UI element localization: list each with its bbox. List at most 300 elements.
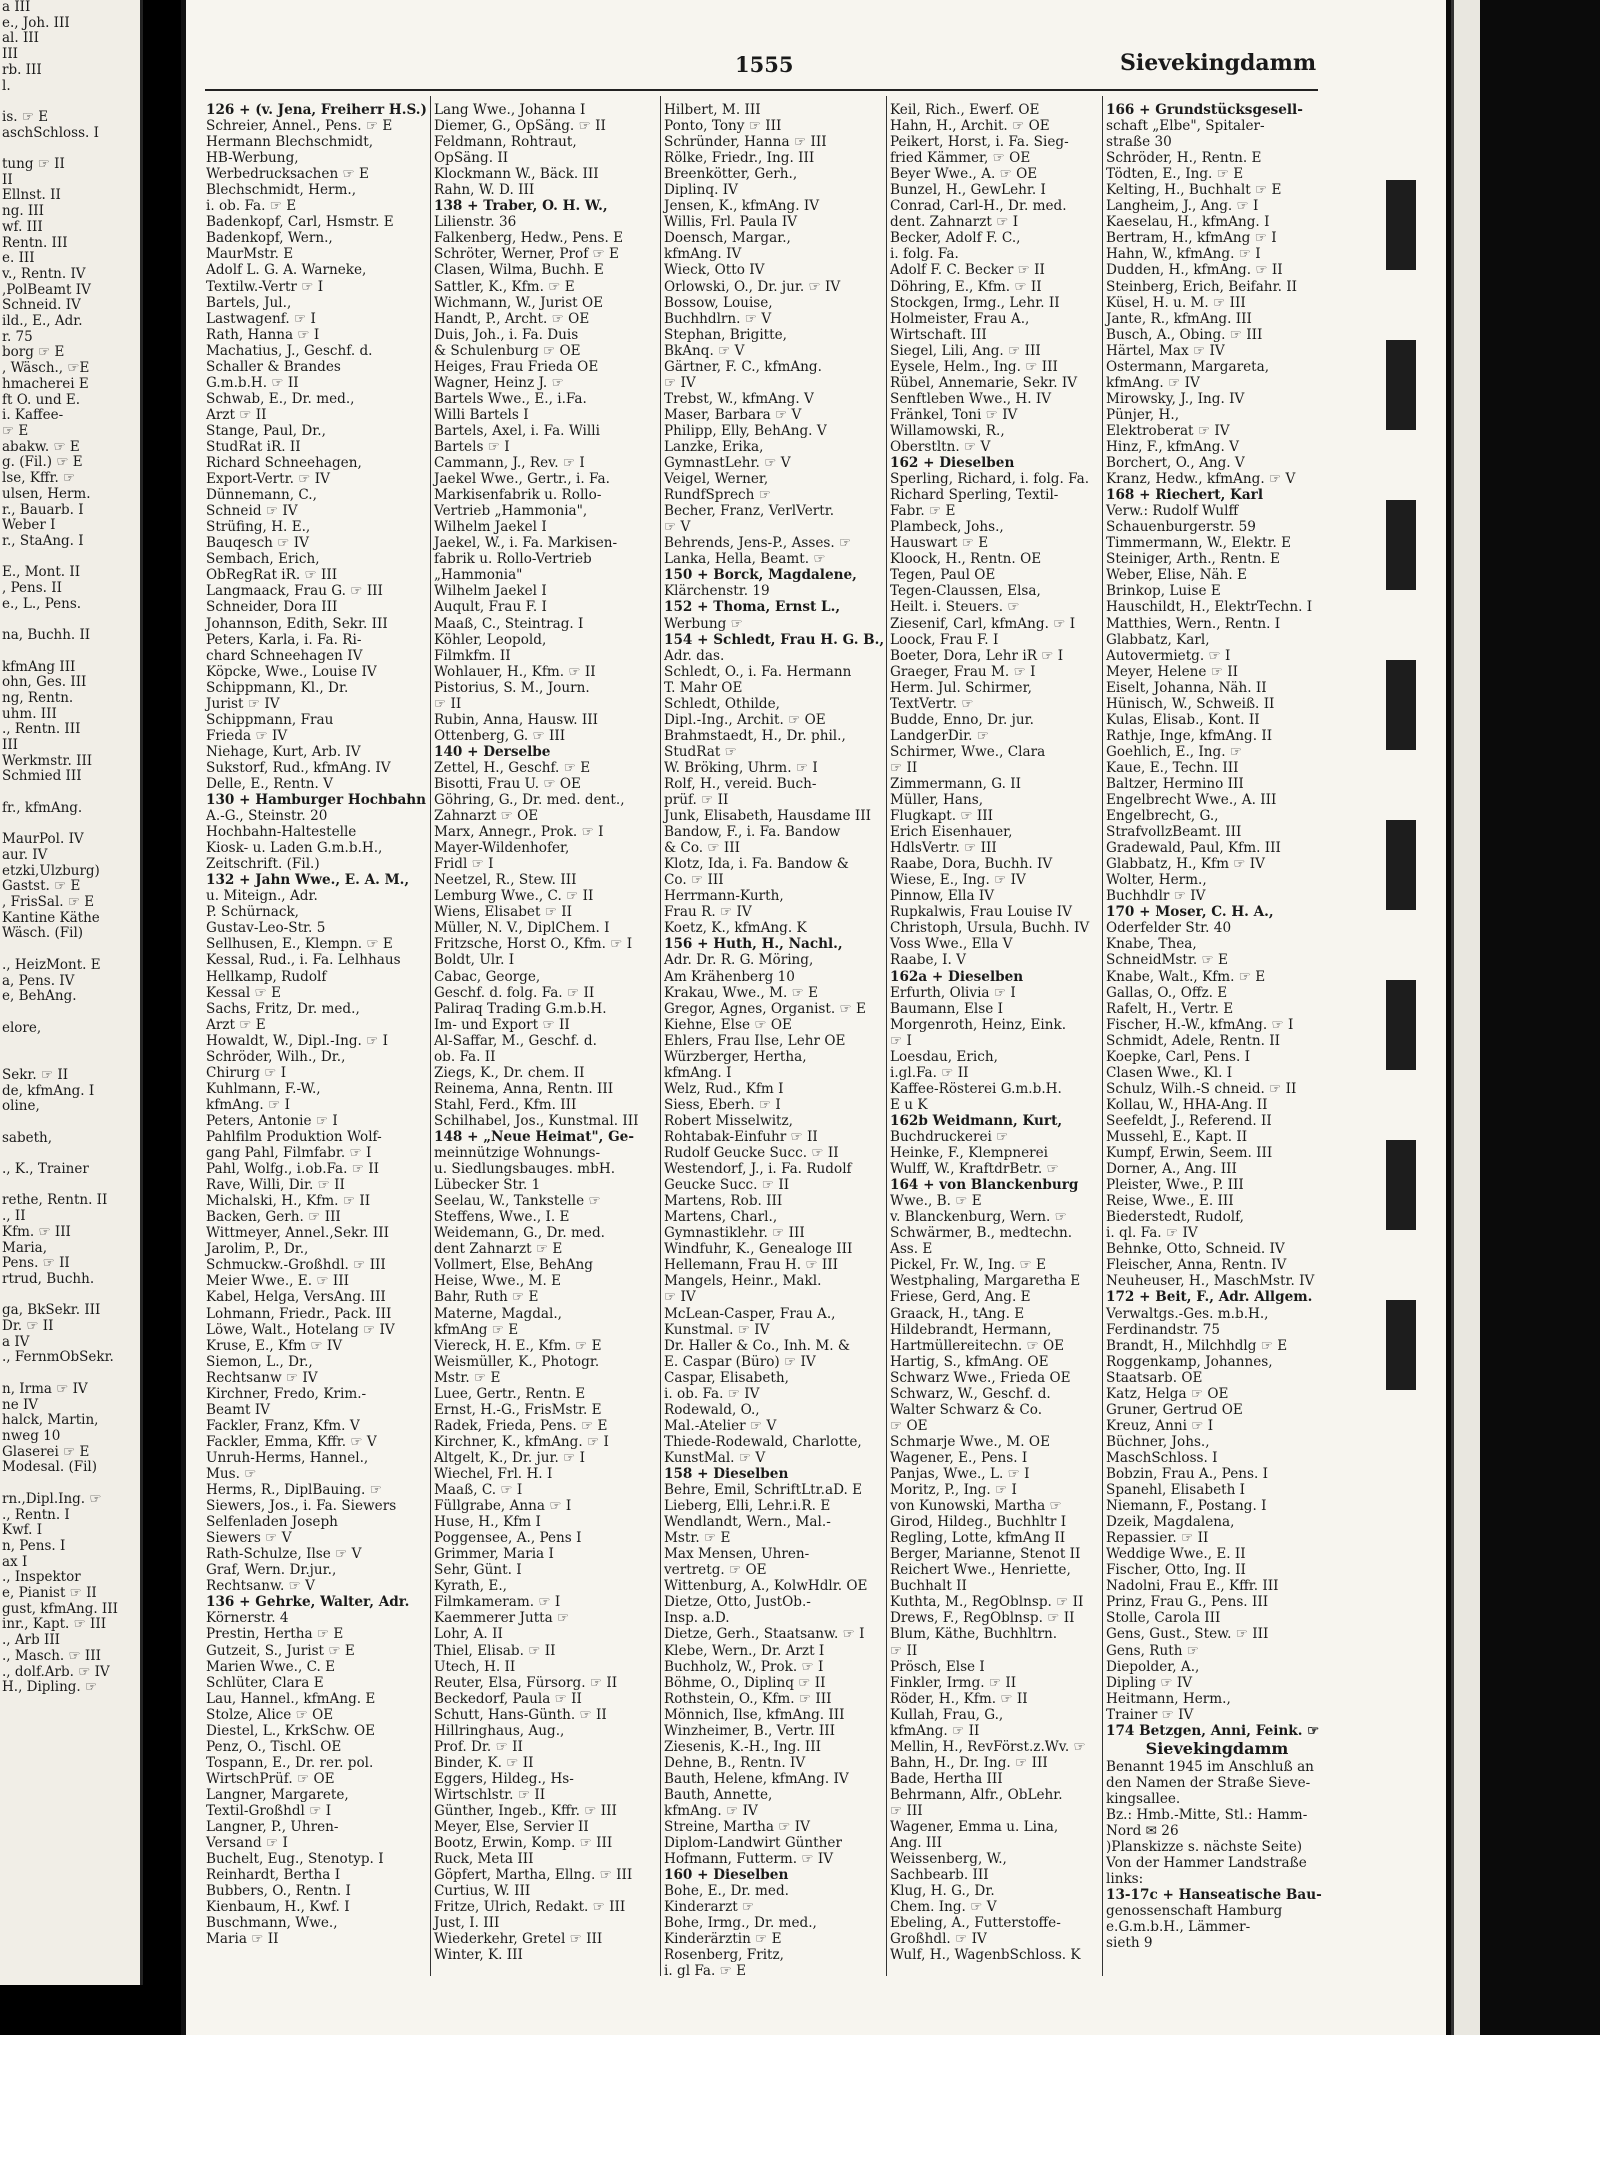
resident-entry: Max Mensen, Uhren- [664, 1546, 810, 1563]
resident-entry: Wiederkehr, Gretel ☞ III [434, 1931, 603, 1948]
resident-entry: Mal.-Atelier ☞ V [664, 1417, 777, 1434]
street-section-title: Sievekingdamm [1145, 1738, 1289, 1758]
resident-entry: Ang. III [890, 1835, 943, 1852]
resident-entry: kfmAng. ☞ IV [1106, 374, 1200, 391]
resident-entry: Engelbrecht, G., [1106, 808, 1219, 825]
resident-entry: Cabac, George, [434, 968, 541, 985]
resident-entry: Ponto, Tony ☞ III [664, 118, 782, 135]
resident-entry: Rosenberg, Fritz, [664, 1947, 785, 1964]
resident-entry: Dietze, Otto, JustOb.- [664, 1594, 811, 1611]
resident-entry: Hofmann, Futterm. ☞ IV [664, 1851, 834, 1868]
resident-entry: Thiede-Rodewald, Charlotte, [664, 1433, 862, 1450]
resident-entry: Sachs, Fritz, Dr. med., [206, 1000, 360, 1017]
resident-entry: Bauth, Annette, [664, 1786, 773, 1803]
resident-entry: Koetz, K., kfmAng. K [664, 920, 807, 937]
resident-entry: Schröder, Wilh., Dr., [206, 1048, 346, 1065]
house-number-entry: 156 + Huth, H., Nachl., [664, 936, 843, 953]
resident-entry: Kuthta, M., RegOblnsp. ☞ II [890, 1594, 1084, 1611]
house-number-entry: 162b Weidmann, Kurt, [890, 1112, 1063, 1129]
resident-entry: Brandt, H., Milchhdlg ☞ E [1106, 1337, 1288, 1354]
resident-entry: Weber, Elise, Näh. E [1106, 567, 1247, 584]
resident-entry: Clasen, Wilma, Buchh. E [434, 262, 604, 279]
house-number-entry: 174 Betzgen, Anni, Feink. ☞ [1106, 1722, 1320, 1739]
resident-entry: Fridl ☞ I [434, 856, 494, 873]
resident-entry: Wiechel, Frl. H. I [434, 1465, 553, 1482]
fragment-line: Pens. ☞ II [2, 1255, 70, 1272]
fragment-line: Ellnst. II [2, 187, 61, 204]
resident-entry: Marien Wwe., C. E [206, 1658, 336, 1675]
resident-entry: Schutt, Hans-Günth. ☞ II [434, 1706, 607, 1723]
resident-entry: Arzt ☞ II [206, 406, 267, 423]
resident-entry: i. ob. Fa. ☞ E [206, 198, 297, 215]
resident-entry: Gutzeit, S., Jurist ☞ E [206, 1642, 355, 1659]
fragment-line: aschSchloss. I [2, 124, 99, 141]
resident-entry: StrafvollzBeamt. III [1106, 824, 1242, 841]
resident-entry: Stolle, Carola III [1106, 1610, 1221, 1627]
resident-entry: Trainer ☞ IV [1106, 1706, 1194, 1723]
fragment-line [0, 1036, 140, 1052]
resident-entry: Fabr. ☞ E [890, 503, 956, 520]
fragment-line: Modesal. (Fil) [2, 1459, 97, 1476]
resident-entry: Rath-Schulze, Ilse ☞ V [206, 1546, 362, 1563]
resident-entry: Machatius, J., Geschf. d. [206, 342, 373, 359]
fragment-line: nweg 10 [2, 1427, 61, 1444]
resident-entry: i. gl Fa. ☞ E [664, 1963, 747, 1980]
resident-entry: Bertram, H., kfmAng ☞ I [1106, 230, 1277, 247]
resident-entry: Lanzke, Erika, [664, 438, 764, 455]
column-4 [890, 102, 1100, 1962]
resident-entry: Graack, H., tAng. E [890, 1305, 1025, 1322]
fragment-line: ., Rentn. I [2, 1506, 70, 1523]
fragment-line: hmacherei E [2, 375, 89, 392]
resident-entry: Kuhlmann, F.-W., [206, 1080, 321, 1097]
resident-entry: Kiosk- u. Laden G.m.b.H., [206, 840, 383, 857]
resident-entry: Jurist ☞ IV [206, 695, 280, 712]
resident-entry: Panjas, Wwe., L. ☞ I [890, 1465, 1030, 1482]
resident-entry: Böhme, O., Diplinq ☞ II [664, 1674, 826, 1691]
resident-entry: Schlüter, Clara E [206, 1674, 324, 1691]
fragment-line: Rentn. III [2, 234, 68, 251]
resident-entry: Walter Schwarz & Co. [890, 1401, 1043, 1418]
fragment-line: lse, Kffr. ☞ [2, 470, 76, 487]
resident-entry: Wirtschaft. III [890, 326, 987, 343]
resident-entry: Schledt, Othilde, [664, 695, 781, 712]
resident-entry: A.-G., Steinstr. 20 [206, 808, 328, 825]
resident-entry: Busch, A., Obing. ☞ III [1106, 326, 1263, 343]
resident-entry: Stahl, Ferd., Kfm. III [434, 1096, 577, 1113]
resident-entry: Filmkameram. ☞ I [434, 1594, 561, 1611]
house-number-entry: 160 + Dieselben [664, 1867, 789, 1884]
fragment-line: Kfm. ☞ III [2, 1223, 71, 1240]
resident-entry: Hartig, S., kfmAng. OE [890, 1353, 1049, 1370]
resident-entry: Schröder, H., Rentn. E [1106, 150, 1262, 167]
resident-entry: fried Kämmer, ☞ OE [890, 150, 1031, 167]
resident-entry: Blum, Käthe, Buchhltrn. [890, 1626, 1058, 1643]
resident-entry: Niemann, F., Postang. I [1106, 1498, 1267, 1515]
resident-entry: Rathje, Inge, kfmAng. II [1106, 727, 1273, 744]
fragment-line [0, 141, 140, 157]
resident-entry: Löwe, Walt., Hotelang ☞ IV [206, 1321, 395, 1338]
resident-entry: Radek, Frieda, Pens. ☞ E [434, 1417, 608, 1434]
resident-entry: Hahn, H., Archit. ☞ OE [890, 118, 1050, 135]
resident-entry: Herm. Jul. Schirmer, [890, 679, 1032, 696]
resident-entry: Reuter, Elsa, Fürsorg. ☞ II [434, 1674, 618, 1691]
resident-entry: Rechtsanw ☞ IV [206, 1369, 318, 1386]
resident-entry: Füllgrabe, Anna ☞ I [434, 1498, 572, 1515]
resident-entry: Fränkel, Toni ☞ IV [890, 406, 1018, 423]
resident-entry: Kollau, W., HHA-Ang. II [1106, 1096, 1268, 1113]
resident-entry: Schmuckw.-Großhdl. ☞ III [206, 1257, 386, 1274]
resident-entry: Rafelt, H., Vertr. E [1106, 1000, 1234, 1017]
column-2 [434, 102, 658, 1962]
resident-entry: Wittmeyer, Annel.,Sekr. III [206, 1225, 390, 1242]
resident-entry: Insp. a.D. [664, 1610, 730, 1627]
resident-entry: Göpfert, Martha, Ellng. ☞ III [434, 1867, 633, 1884]
fragment-line: III [2, 46, 18, 63]
resident-entry: Lemburg Wwe., C. ☞ II [434, 888, 594, 905]
resident-entry: Niehage, Kurt, Arb. IV [206, 743, 361, 760]
resident-entry: Ehlers, Frau Ilse, Lehr OE [664, 1032, 846, 1049]
resident-entry: Reise, Wwe., E. III [1106, 1193, 1234, 1210]
resident-entry: Siemon, L., Dr., [206, 1353, 313, 1370]
bleed-through-marks [1386, 180, 1434, 1630]
resident-entry: Nadolni, Frau E., Kffr. III [1106, 1578, 1279, 1595]
fragment-line: rethe, Rentn. II [2, 1192, 108, 1209]
resident-entry: Bubbers, O., Rentn. I [206, 1883, 351, 1900]
resident-entry: Glabbatz, Karl, [1106, 631, 1210, 648]
fragment-line [0, 1178, 140, 1194]
resident-entry: Markisenfabrik u. Rollo- [434, 487, 602, 504]
resident-entry: Lau, Hannel., kfmAng. E [206, 1690, 376, 1707]
resident-entry: Autovermietg. ☞ I [1106, 647, 1231, 664]
fragment-line: ., HeizMont. E [2, 956, 101, 973]
resident-entry: HB-Werbung, [206, 150, 299, 167]
resident-entry: u. Miteign., Adr. [206, 888, 318, 905]
resident-entry: & Co. ☞ III [664, 840, 741, 857]
fragment-line [0, 1052, 140, 1068]
resident-entry: Engelbrecht Wwe., A. III [1106, 792, 1277, 809]
resident-entry: Rölke, Friedr., Ing. III [664, 150, 815, 167]
resident-entry: Schaller & Brandes [206, 358, 341, 375]
resident-entry: GymnastLehr. ☞ V [664, 455, 791, 472]
resident-entry: Chem. Ing. ☞ V [890, 1899, 997, 1916]
resident-entry: gang Pahl, Filmfabr. ☞ I [206, 1145, 372, 1162]
fragment-line [0, 785, 140, 801]
resident-entry: Neuheuser, H., MaschMstr. IV [1106, 1273, 1315, 1290]
column-divider [886, 96, 887, 1976]
fragment-line: fr., kfmAng. [2, 799, 83, 816]
resident-entry: Bartels ☞ I [434, 438, 510, 455]
resident-entry: meinnützige Wohnungs- [434, 1145, 601, 1162]
fragment-line: Gastst. ☞ E [2, 878, 81, 895]
resident-entry: MaurMstr. E [206, 246, 294, 263]
resident-entry: Schneider, Dora III [206, 599, 338, 616]
resident-entry: Fischer, H.-W., kfmAng. ☞ I [1106, 1016, 1294, 1033]
house-number-entry: 170 + Moser, C. H. A., [1106, 904, 1274, 921]
fragment-line: ☞ E [2, 422, 29, 439]
resident-entry: Oberstltn. ☞ V [890, 438, 991, 455]
resident-entry: Kessal, Rud., i. Fa. Lelhhaus [206, 952, 401, 969]
resident-entry: Schulz, Wilh.-S chneid. ☞ II [1106, 1080, 1297, 1097]
house-number-entry: 154 + Schledt, Frau H. G. B., [664, 631, 885, 648]
fragment-line: v., Rentn. IV [2, 265, 86, 282]
resident-entry: Grimmer, Maria I [434, 1546, 554, 1563]
resident-entry: Binder, K. ☞ II [434, 1754, 534, 1771]
fragment-line: a III [2, 0, 31, 15]
resident-entry: dent. Zahnarzt ☞ I [890, 214, 1019, 231]
fragment-line: ., Inspektor [2, 1569, 81, 1586]
resident-entry: Becher, Franz, VerlVertr. [664, 503, 835, 520]
resident-entry: Hauschildt, H., ElektrTechn. I [1106, 599, 1313, 616]
fragment-line: borg ☞ E [2, 344, 65, 361]
resident-entry: Langheim, J., Ang. ☞ I [1106, 198, 1259, 215]
resident-entry: ☞ V [664, 519, 691, 536]
resident-entry: Adolf F. C. Becker ☞ II [890, 262, 1045, 279]
resident-entry: Sukstorf, Rud., kfmAng. IV [206, 759, 391, 776]
resident-entry: Hinz, F., kfmAng. V [1106, 438, 1239, 455]
resident-entry: Adolf L. G. A. Warneke, [206, 262, 367, 279]
resident-entry: Diemer, G., OpSäng. ☞ II [434, 118, 606, 135]
resident-entry: Schwärmer, B., medtechn. [890, 1225, 1073, 1242]
resident-entry: i. ob. Fa. ☞ IV [664, 1385, 760, 1402]
fragment-line [0, 644, 140, 660]
resident-entry: Martens, Charl., [664, 1209, 778, 1226]
resident-entry: Berger, Marianne, Stenot II [890, 1546, 1081, 1563]
fragment-line [0, 94, 140, 110]
fragment-line: r., StaAng. I [2, 532, 84, 549]
resident-entry: Geucke Succ. ☞ II [664, 1177, 790, 1194]
fragment-line: r. 75 [2, 328, 33, 345]
page-number: 1555 [735, 52, 794, 77]
resident-entry: kingsallee. [1106, 1790, 1181, 1807]
page-edge-strip [1451, 0, 1480, 2035]
resident-entry: Trebst, W., kfmAng. V [664, 390, 814, 407]
fragment-line: ulsen, Herm. [2, 485, 91, 502]
resident-entry: Luee, Gertr., Rentn. E [434, 1385, 586, 1402]
resident-entry: Mönnich, Ilse, kfmAng. III [664, 1706, 845, 1723]
resident-entry: Adr. Dr. R. G. Möring, [664, 952, 814, 969]
fragment-line: kfmAng III [2, 658, 76, 675]
resident-entry: Langner, P., Uhren- [206, 1819, 339, 1836]
resident-entry: StudRat iR. II [206, 438, 301, 455]
resident-entry: WirtschPrüf. ☞ OE [206, 1770, 335, 1787]
resident-entry: Zimmermann, G. II [890, 775, 1022, 792]
resident-entry: Lieberg, Elli, Lehr.i.R. E [664, 1498, 831, 1515]
fragment-line: a IV [2, 1333, 30, 1350]
resident-entry: Bahn, H., Dr. Ing. ☞ III [890, 1754, 1048, 1771]
fragment-line [0, 942, 140, 958]
resident-entry: v. Blanckenburg, Wern. ☞ [890, 1209, 1067, 1226]
resident-entry: Heitmann, Herm., [1106, 1690, 1231, 1707]
house-number-entry: 140 + Derselbe [434, 743, 551, 760]
resident-entry: Biederstedt, Rudolf, [1106, 1209, 1245, 1226]
resident-entry: Benannt 1945 im Anschluß an [1106, 1758, 1314, 1775]
resident-entry: Glabbatz, H., Kfm ☞ IV [1106, 856, 1265, 873]
resident-entry: Schippmann, Frau [206, 711, 334, 728]
resident-entry: E u K [890, 1096, 928, 1113]
resident-entry: Selfenladen Joseph [206, 1514, 338, 1531]
resident-entry: Mellin, H., RevFörst.z.Wv. ☞ [890, 1738, 1086, 1755]
house-number-entry: 162 + Dieselben [890, 455, 1015, 472]
resident-entry: Martens, Rob. III [664, 1193, 783, 1210]
resident-entry: Kaffee-Rösterei G.m.b.H. [890, 1080, 1062, 1097]
resident-entry: vertretg. ☞ OE [664, 1562, 767, 1579]
resident-entry: Ebeling, A., Futterstoffe- [890, 1915, 1061, 1932]
resident-entry: Bandow, F., i. Fa. Bandow [664, 824, 841, 841]
fragment-line: ., FernmObSekr. [2, 1349, 114, 1366]
fragment-line: Glaserei ☞ E [2, 1443, 90, 1460]
fragment-line [0, 1476, 140, 1492]
page-running-title: Sievekingdamm [1120, 50, 1317, 76]
resident-entry: Lanka, Hella, Beamt. ☞ [664, 551, 826, 568]
resident-entry: Moritz, P., Ing. ☞ I [890, 1482, 1017, 1499]
resident-entry: Cammann, J., Rev. ☞ I [434, 455, 585, 472]
resident-entry: Export-Vertr. ☞ IV [206, 471, 330, 488]
fragment-line: sabeth, [2, 1129, 53, 1146]
resident-entry: Geschf. d. folg. Fa. ☞ II [434, 984, 595, 1001]
fragment-line: H., Dipling. ☞ [2, 1679, 98, 1696]
resident-entry: Rolf, H., vereid. Buch- [664, 775, 817, 792]
resident-entry: Thiel, Elisab. ☞ II [434, 1642, 556, 1659]
resident-entry: Bobzin, Frau A., Pens. I [1106, 1465, 1268, 1482]
house-number-entry: 168 + Riechert, Karl [1106, 487, 1264, 504]
fragment-line: ax I [2, 1553, 28, 1570]
fragment-line: uhm. III [2, 705, 57, 722]
resident-entry: Textil-Großhdl ☞ I [206, 1802, 332, 1819]
resident-entry: Blechschmidt, Herm., [206, 182, 357, 199]
fragment-line: ft O. und E. [2, 391, 81, 408]
resident-entry: Ziesenif, Carl, kfmAng. ☞ I [890, 615, 1076, 632]
resident-entry: Dehne, B., Rentn. IV [664, 1754, 806, 1771]
resident-entry: Gymnastiklehr. ☞ III [664, 1225, 805, 1242]
resident-entry: Langner, Margarete, [206, 1786, 349, 1803]
resident-entry: Wolter, Herm., [1106, 872, 1207, 889]
resident-entry: Timmermann, W., Elektr. E [1106, 535, 1292, 552]
resident-entry: Spanehl, Elisabeth I [1106, 1482, 1246, 1499]
resident-entry: Veigel, Werner, [664, 471, 769, 488]
resident-entry: Pinnow, Ella IV [890, 888, 995, 905]
resident-entry: Dietze, Gerh., Staatsanw. ☞ I [664, 1626, 865, 1643]
resident-entry: Prestin, Hertha ☞ E [206, 1626, 344, 1643]
resident-entry: Sehr, Günt. I [434, 1562, 522, 1579]
resident-entry: Bossow, Louise, [664, 294, 773, 311]
resident-entry: Hünisch, W., Schweiß. II [1106, 695, 1275, 712]
resident-entry: Keil, Rich., Ewerf. OE [890, 102, 1040, 118]
resident-entry: Wirtschlstr. ☞ II [434, 1786, 546, 1803]
fragment-line: Kwf. I [2, 1522, 43, 1539]
resident-entry: Kessal ☞ E [206, 984, 281, 1001]
fragment-line: rn.,Dipl.Ing. ☞ [2, 1490, 102, 1507]
resident-entry: Müller, N. V., DiplChem. I [434, 920, 610, 937]
resident-entry: SchneidMstr. ☞ E [1106, 952, 1228, 969]
resident-entry: ☞ II [890, 1642, 918, 1659]
fragment-line: ne IV [2, 1396, 39, 1413]
resident-entry: Staatsarb. OE [1106, 1369, 1203, 1386]
resident-entry: Pünjer, H., [1106, 406, 1180, 423]
resident-entry: Hildebrandt, Hermann, [890, 1321, 1052, 1338]
column-divider [1102, 96, 1103, 1976]
resident-entry: Frau R. ☞ IV [664, 904, 752, 921]
fragment-line: a, Pens. IV [2, 972, 75, 989]
fragment-line: wf. III [2, 218, 43, 235]
resident-entry: ☞ I [890, 1032, 912, 1049]
resident-entry: Mirowsky, J., Ing. IV [1106, 390, 1245, 407]
fragment-line: , FrisSal. ☞ E [2, 894, 95, 911]
resident-entry: Peikert, Horst, i. Fa. Sieg- [890, 134, 1069, 151]
resident-entry: Wulff, W., KraftdrBetr. ☞ [890, 1161, 1059, 1178]
resident-entry: Vertrieb „Hammonia", [434, 503, 588, 520]
resident-entry: Repassier. ☞ II [1106, 1530, 1209, 1547]
fragment-line: Sekr. ☞ II [2, 1066, 69, 1083]
resident-entry: Kreuz, Anni ☞ I [1106, 1417, 1214, 1434]
resident-entry: P. Schürnack, [206, 904, 299, 921]
resident-entry: Im- und Export ☞ II [434, 1016, 570, 1033]
resident-entry: prüf. ☞ II [664, 792, 729, 809]
resident-entry: u. Siedlungsbauges. mbH. [434, 1161, 616, 1178]
column-divider [430, 96, 431, 1976]
fragment-line: Dr. ☞ II [2, 1318, 54, 1335]
resident-entry: Loesdau, Erich, [890, 1048, 998, 1065]
fragment-line: Wäsch. (Fil) [2, 925, 84, 942]
resident-entry: Ziegs, K., Dr. chem. II [434, 1064, 585, 1081]
resident-entry: fabrik u. Rollo-Vertrieb [434, 551, 592, 568]
resident-entry: Herrmann-Kurth, [664, 888, 784, 905]
fragment-line [0, 1288, 140, 1304]
fragment-line: ild., E., Adr. [2, 313, 83, 330]
resident-entry: Zeitschrift. (Fil.) [206, 856, 320, 873]
resident-entry: dent Zahnarzt ☞ E [434, 1241, 563, 1258]
fragment-line [0, 817, 140, 833]
resident-entry: Conrad, Carl-H., Dr. med. [890, 198, 1067, 215]
resident-entry: Kaue, E., Techn. III [1106, 759, 1239, 776]
resident-entry: Graf, Wern. Dr.jur., [206, 1562, 337, 1579]
resident-entry: Körnerstr. 4 [206, 1610, 289, 1627]
resident-entry: Meyer, Helene ☞ II [1106, 663, 1238, 680]
resident-entry: genossenschaft Hamburg [1106, 1903, 1283, 1920]
resident-entry: Dorner, A., Ang. III [1106, 1161, 1237, 1178]
fragment-line: is. ☞ E [2, 108, 49, 125]
resident-entry: Mstr. ☞ E [434, 1369, 501, 1386]
resident-entry: Koepke, Carl, Pens. I [1106, 1048, 1250, 1065]
resident-entry: Köpcke, Wwe., Louise IV [206, 663, 377, 680]
resident-entry: Schründer, Hanna ☞ III [664, 134, 827, 151]
resident-entry: Reinhardt, Bertha I [206, 1867, 341, 1884]
fragment-line: e., Joh. III [2, 14, 70, 31]
resident-entry: Neetzel, R., Stew. III [434, 872, 577, 889]
fragment-line: etzki,Ulzburg) [2, 862, 100, 879]
resident-entry: Steffens, Wwe., I. E [434, 1209, 570, 1226]
resident-entry: Schneid ☞ IV [206, 503, 298, 520]
resident-entry: Eggers, Hildeg., Hs- [434, 1770, 574, 1787]
resident-entry: Hauswart ☞ E [890, 535, 989, 552]
resident-entry: Doensch, Margar., [664, 230, 791, 247]
resident-entry: Wieck, Otto IV [664, 262, 765, 279]
resident-entry: Ottenberg, G. ☞ III [434, 727, 566, 744]
resident-entry: Raabe, I. V [890, 952, 966, 969]
resident-entry: Kullah, Frau, G., [890, 1706, 1004, 1723]
resident-entry: Von der Hammer Landstraße [1106, 1855, 1307, 1872]
resident-entry: Schauenburgerstr. 59 [1106, 519, 1256, 536]
resident-entry: Pistorius, S. M., Journ. [434, 679, 590, 696]
fragment-line: e. III [2, 250, 35, 267]
resident-entry: Fritzsche, Horst O., Kfm. ☞ I [434, 936, 633, 953]
resident-entry: Schmarje Wwe., M. OE [890, 1433, 1050, 1450]
resident-entry: E. Caspar (Büro) ☞ IV [664, 1353, 816, 1370]
resident-entry: Dudden, H., kfmAng. ☞ II [1106, 262, 1283, 279]
resident-entry: RundfSprech ☞ [664, 487, 771, 504]
resident-entry: links: [1106, 1871, 1144, 1888]
resident-entry: Behnke, Otto, Schneid. IV [1106, 1241, 1285, 1258]
